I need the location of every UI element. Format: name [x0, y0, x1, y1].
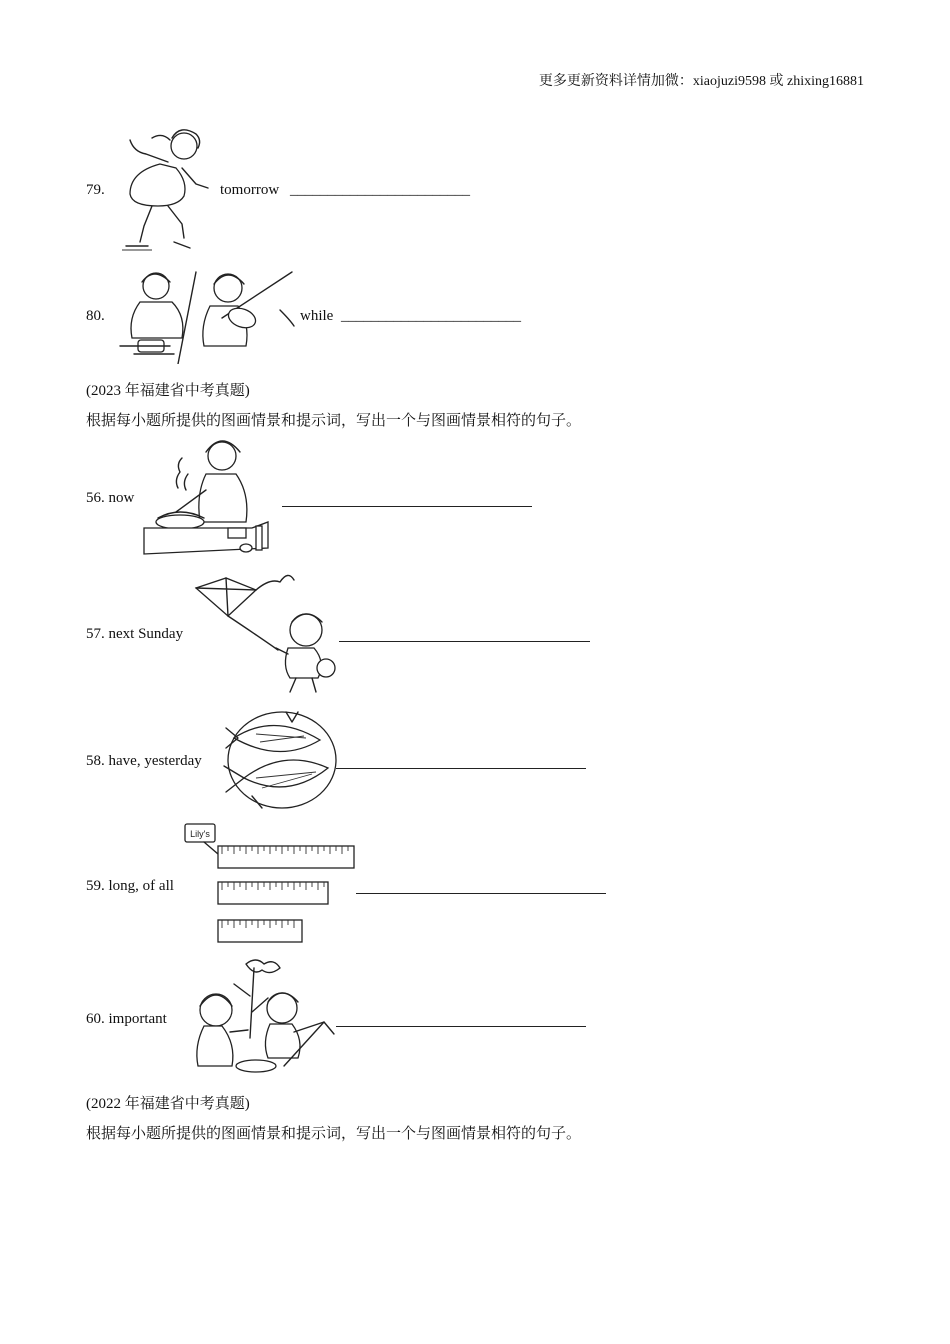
chef-girl-icon: [140, 436, 278, 560]
kite-boy-icon: [192, 570, 342, 694]
item-56-blank[interactable]: [282, 506, 532, 507]
item-59-blank[interactable]: [356, 893, 606, 894]
header-note: 更多更新资料详情加微：xiaojuzi9598 或 zhixing16881: [538, 74, 864, 89]
item-60-label: 60. important: [86, 1011, 167, 1027]
ruler-tag-text: Lily's: [190, 829, 210, 839]
item-79-number: 79.: [86, 182, 105, 198]
fish-plate-icon: [216, 708, 338, 812]
skating-girl-icon: [112, 124, 216, 254]
section-2023-instruction: 根据每小题所提供的图画情景和提示词，写出一个与图画情景相符的句子。: [86, 413, 582, 429]
item-58-blank[interactable]: [336, 768, 586, 769]
item-56-label: 56. now: [86, 490, 135, 506]
ruler-icon: [184, 822, 358, 948]
item-59-label: 59. long, of all: [86, 878, 174, 894]
item-80-number: 80.: [86, 308, 105, 324]
item-79-blank[interactable]: ________________________: [290, 182, 470, 198]
tree-planting-icon: [176, 956, 338, 1076]
cooking-violin-scene-icon: [112, 266, 298, 364]
item-80-hint: while: [300, 308, 334, 324]
item-57-blank[interactable]: [339, 641, 590, 642]
item-58-label: 58. have, yesterday: [86, 753, 202, 769]
item-57-label: 57. next Sunday: [86, 626, 184, 642]
section-2022-source: (2022 年福建省中考真题): [86, 1096, 250, 1112]
item-80-blank[interactable]: ________________________: [341, 308, 521, 324]
section-2022-instruction: 根据每小题所提供的图画情景和提示词，写出一个与图画情景相符的句子。: [86, 1126, 582, 1142]
section-2023-source: (2023 年福建省中考真题): [86, 383, 250, 399]
item-79-hint: tomorrow: [220, 182, 280, 198]
item-60-blank[interactable]: [336, 1026, 586, 1027]
